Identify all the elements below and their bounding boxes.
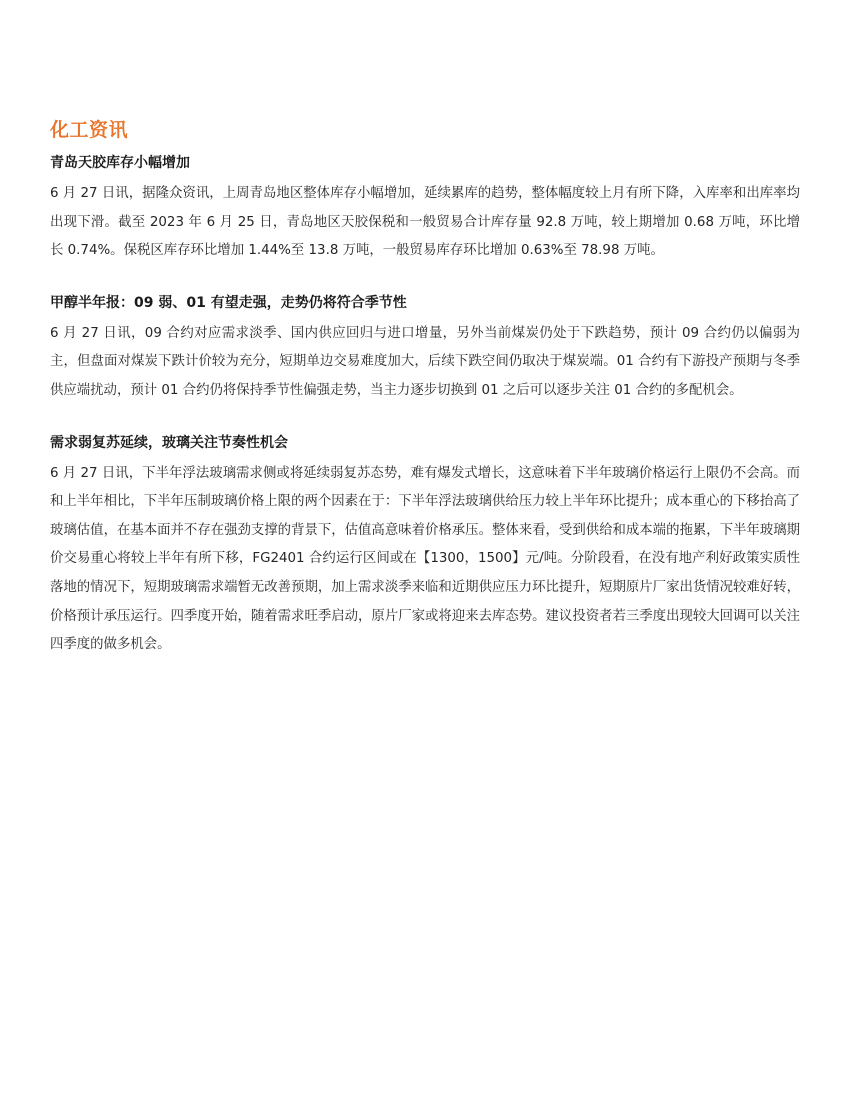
section-title: 化工资讯 <box>50 119 129 141</box>
article-title: 青岛天胶库存小幅增加 <box>50 155 190 171</box>
article-methanol-report <box>50 292 800 406</box>
news-page <box>50 116 800 686</box>
article-body: 6 月 27 日讯，09 合约对应需求淡季、国内供应回归与进口增量，另外当前煤炭仍处于下跌趋势，预计 09 合约仍以偏弱为主，但盘面对煤炭下跌计价较为充分，短期单边交易难度加大，后续下跌空间仍取决于煤炭端。01 合约有下游投产预期与冬季供应端扰动，预计 01 合约仍将保持季节性偏强走势，当主力逐步切换到 01 之后可以逐步关注 01 合约的多配机会。 <box>50 325 800 398</box>
article-title: 甲醇半年报：09 弱、01 有望走强，走势仍将符合季节性 <box>50 294 407 311</box>
article-body: 6 月 27 日讯，下半年浮法玻璃需求侧或将延续弱复苏态势，难有爆发式增长，这意味着下半年玻璃价格运行上限仍不会高。而和上半年相比，下半年压制玻璃价格上限的两个因素在于：下半年浮法玻璃供给压力较上半年环比提升；成本重心的下移抬高了玻璃估值，在基本面并不存在强劲支撑的背景下，估值高意味着价格承压。整体来看，受到供给和成本端的拖累，下半年玻璃期价交易重心将较上半年有所下移，FG2401 合约运行区间或在【1300，1500】元/吨。分阶段看，在没有地产利好政策实质性落地的情况下，短期玻璃需求端暂无改善预期，加上需求淡季来临和近期供应压力环比提升，短期原片厂家出货情况较难好转，价格预计承压运行。四季度开始，随着需求旺季启动，原片厂家或将迎来去库态势。建议投资者若三季度出现较大回调可以关注四季度的做多机会。 <box>50 465 800 653</box>
article-rubber-inventory <box>50 152 800 266</box>
article-glass-demand <box>50 432 800 660</box>
article-title: 需求弱复苏延续，玻璃关注节奏性机会 <box>50 434 288 451</box>
article-body: 6 月 27 日讯，据隆众资讯，上周青岛地区整体库存小幅增加，延续累库的趋势，整体幅度较上月有所下降，入库率和出库率均出现下滑。截至 2023 年 6 月 25 日，青岛地区天胶保税和一般贸易合计库存量 92.8 万吨，较上期增加 0.68 万吨，环比增长 0.74%。保税区库存环比增加 1.44%至 13.8 万吨，一般贸易库存环比增加 0.63%至 78.98 万吨。 <box>50 186 800 259</box>
